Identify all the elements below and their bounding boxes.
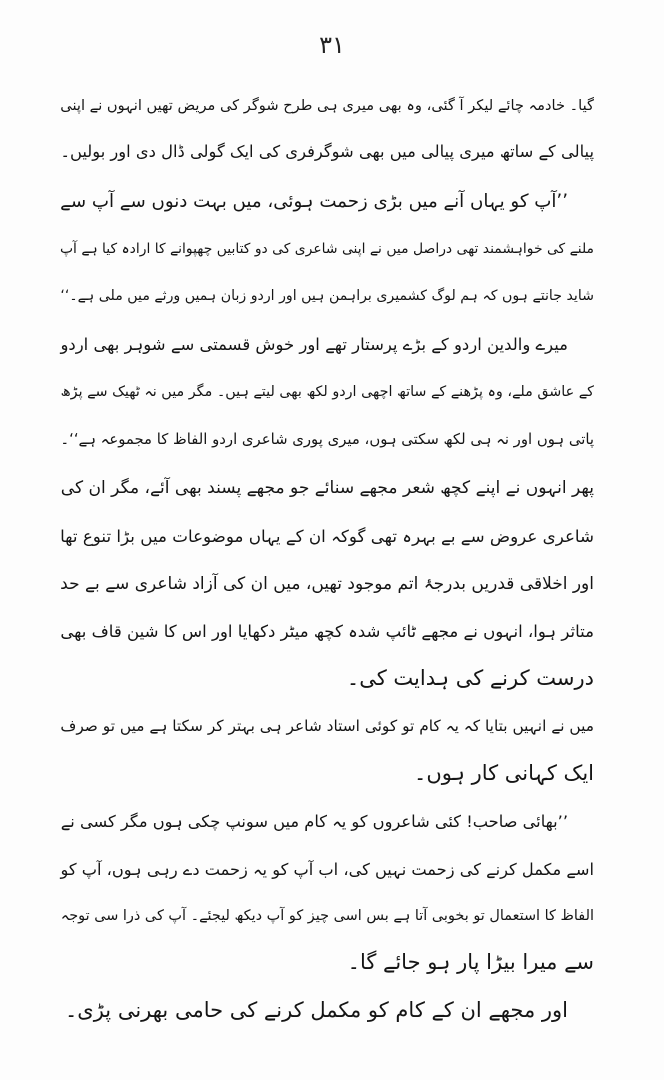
text-line-17: اسے مکمل کرنے کی زحمت نہیں کی، اب آپ کو یہ زحمت دے رہی ہوں، آپ کو [60,860,594,879]
text-line-20: اور مجھے ان کے کام کو مکمل کرنے کی حامی بھرنی پڑی۔ [64,998,568,1022]
text-line-7: کے عاشق ملے، وہ پڑھنے کے ساتھ اچھی اردو لکھ بھی لیتے ہیں۔ مگر میں نہ ٹھیک سے پڑھ [60,384,594,400]
text-line-19: سے میرا بیڑا پار ہو جائے گا۔ [347,950,594,974]
text-line-15: ایک کہانی کار ہوں۔ [414,761,594,785]
text-line-14: میں نے انہیں بتایا کہ یہ کام تو کوئی استاد شاعر ہی بہتر کر سکتا ہے میں تو صرف [60,717,594,735]
text-line-16: ’’بھائی صاحب! کئی شاعروں کو یہ کام میں سونپ چکی ہوں مگر کسی نے [60,812,568,831]
text-line-18: الفاظ کا استعمال تو بخوبی آتا ہے بس اسی چیز کو آپ دیکھ لیجئے۔ آپ کی ذرا سی توجہ [60,908,594,924]
text-line-6: میرے والدین اردو کے بڑے پرستار تھے اور خوش قسمتی سے شوہر بھی اردو [60,335,568,354]
text-line-2: پیالی کے ساتھ میری پیالی میں بھی شوگرفری کی ایک گولی ڈال دی اور بولیں۔ [60,142,594,161]
text-line-8: پاتی ہوں اور نہ ہی لکھ سکتی ہوں، میری پوری شاعری اردو الفاظ کا مجموعہ ہے‘‘۔ [60,430,594,448]
text-line-10: شاعری عروض سے بے بہرہ تھی گوکہ ان کے یہاں موضوعات میں بڑا تنوع تھا [60,526,594,546]
text-line-1: گیا۔ خادمہ چائے لیکر آ گئی، وہ بھی میری ہی طرح شوگر کی مریض تھیں انہوں نے اپنی [60,97,594,114]
text-line-12: متاثر ہوا، انہوں نے مجھے ٹائپ شدہ کچھ میٹر دکھایا اور اس کا شین قاف بھی [60,622,594,641]
text-line-3: ’’آپ کو یہاں آنے میں بڑی زحمت ہوئی، میں بہت دنوں سے آپ سے [60,191,568,212]
text-line-13: درست کرنے کی ہدایت کی۔ [346,666,594,690]
text-line-9: پھر انہوں نے اپنے کچھ شعر مجھے سنائے جو مجھے پسند بھی آئے، مگر ان کی [60,478,594,498]
text-line-4: ملنے کی خواہشمند تھی دراصل میں نے اپنی شاعری کی دو کتابیں چھپوانے کا ارادہ کیا ہے آپ [59,241,594,257]
page-number: ۳۱ [319,31,345,59]
text-line-11: اور اخلاقی قدریں بدرجۂ اتم موجود تھیں، میں ان کی آزاد شاعری سے بے حد [60,574,594,594]
text-line-5: شاید جانتے ہوں کہ ہم لوگ کشمیری براہمن ہیں اور اردو زبان ہمیں ورثے میں ملی ہے۔‘‘ [60,288,594,304]
